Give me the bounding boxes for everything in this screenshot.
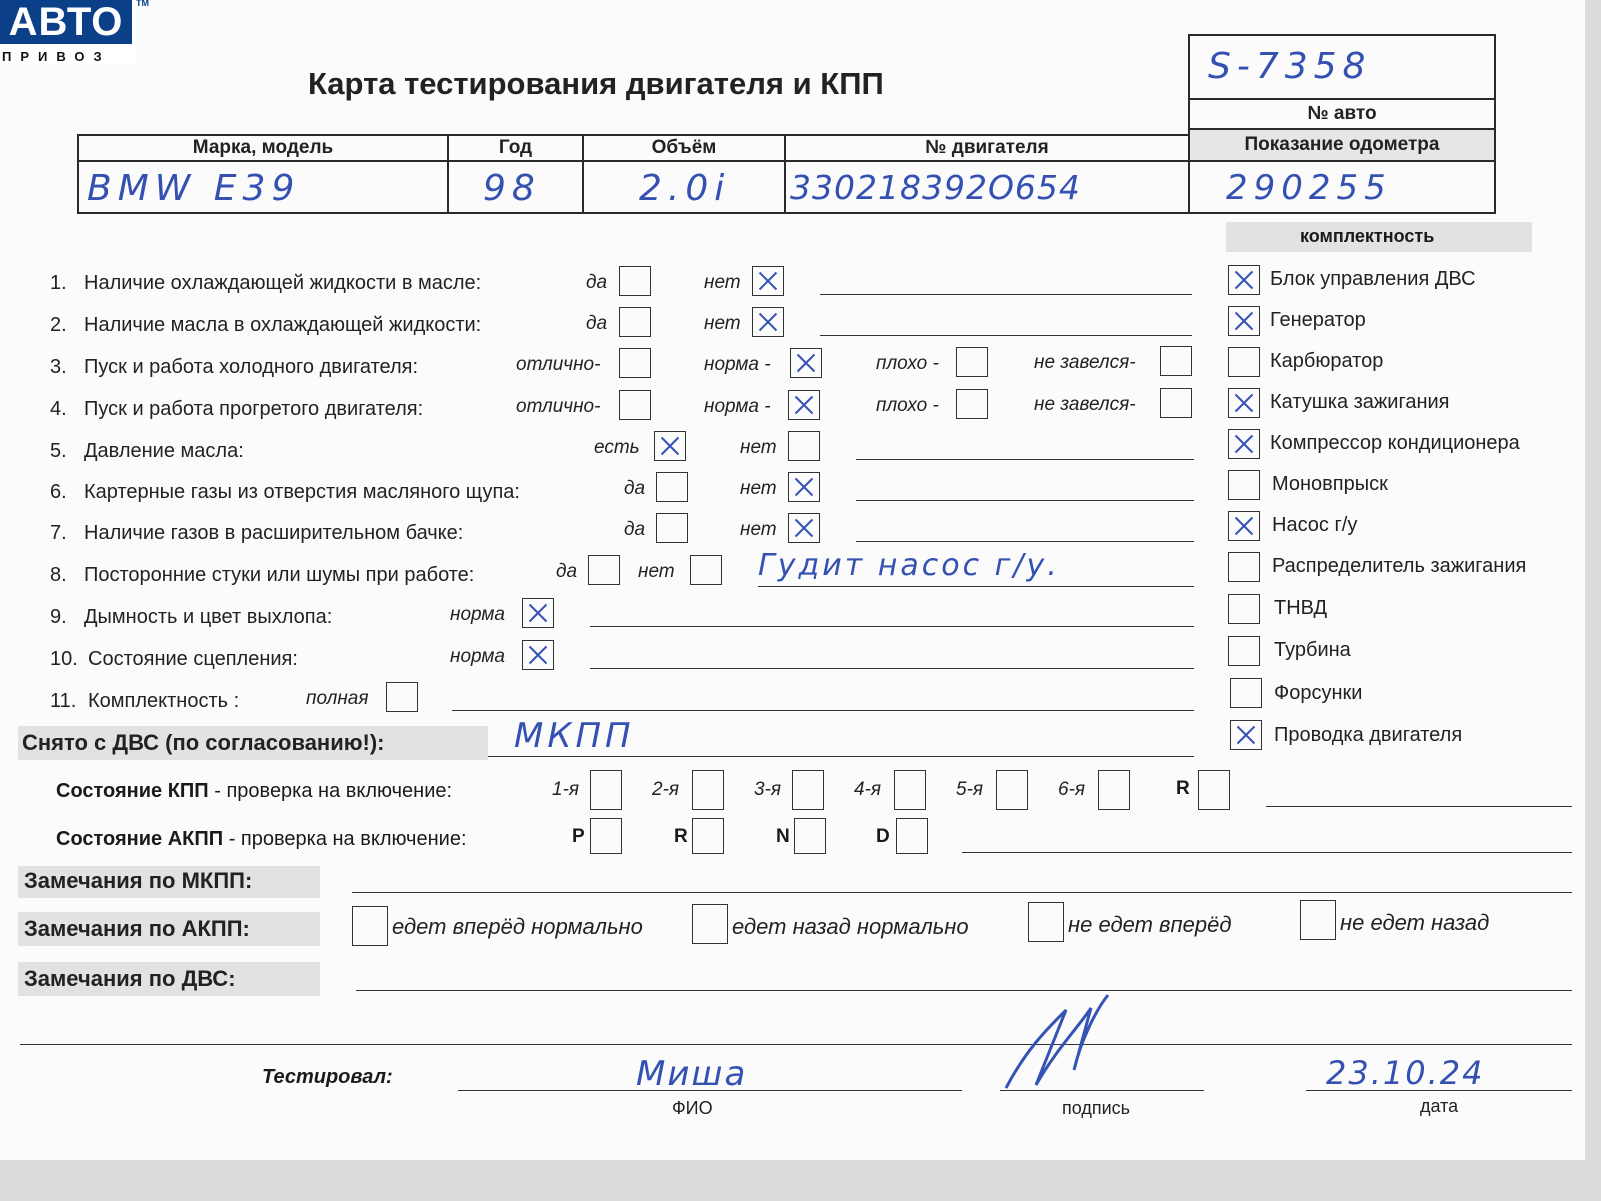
akpp-state-label-bold: Состояние АКПП	[56, 828, 224, 850]
q8-number: 8.	[50, 564, 67, 586]
q3-checkbox-excellent[interactable]	[619, 348, 651, 378]
value-engine-no: 330218392O654	[790, 168, 1081, 207]
remarks-mkpp-line	[352, 892, 1572, 893]
value-cell-engine-no	[784, 160, 1190, 214]
tester-name-caption: ФИО	[672, 1098, 713, 1118]
q5-label: Давление масла:	[84, 440, 244, 462]
akpp-note-line	[962, 852, 1572, 853]
q1-opt-yes: да	[586, 272, 608, 293]
q2-opt-no: нет	[704, 313, 741, 334]
q1-opt-no: нет	[704, 272, 741, 293]
value-cell-model	[77, 160, 449, 214]
logo-sub-text: ПРИВОЗ	[2, 49, 111, 64]
mkpp-checkbox-gear-1[interactable]	[590, 770, 622, 810]
checkbox-ignition-coil[interactable]	[1228, 388, 1260, 418]
header-cell-year	[447, 134, 584, 162]
q4-checkbox-normal[interactable]	[788, 390, 820, 420]
q6-opt-yes: да	[624, 478, 646, 499]
q7-opt-yes: да	[624, 519, 646, 540]
mkpp-state-label-bold: Состояние КПП	[56, 780, 209, 802]
q9-opt-normal: норма	[450, 604, 505, 625]
completeness-label-distributor: Распределитель зажигания	[1272, 555, 1527, 577]
header-label-odometer: Показание одометра	[1244, 134, 1440, 155]
removed-line	[488, 756, 1194, 757]
tested-by-label: Тестировал:	[262, 1066, 393, 1088]
mkpp-checkbox-gear-5[interactable]	[996, 770, 1028, 810]
q10-label: Состояние сцепления:	[88, 648, 298, 670]
q4-checkbox-excellent[interactable]	[619, 390, 651, 420]
completeness-label-injectors: Форсунки	[1274, 682, 1363, 704]
mkpp-state-label	[56, 780, 452, 803]
akpp-remark-checkbox-no-forward[interactable]	[1028, 902, 1064, 942]
mkpp-gear-5: 5-я	[956, 779, 984, 800]
q7-label: Наличие газов в расширительном бачке:	[84, 522, 464, 544]
q9-number: 9.	[50, 606, 67, 628]
akpp-checkbox-gear-r[interactable]	[692, 818, 724, 854]
q10-number: 10.	[50, 648, 78, 670]
mkpp-checkbox-gear-4[interactable]	[894, 770, 926, 810]
header-label-model: Марка, модель	[192, 137, 334, 158]
checkbox-power-steering-pump[interactable]	[1228, 511, 1260, 541]
akpp-gear-n: N	[776, 826, 790, 847]
q10-opt-normal: норма	[450, 646, 505, 667]
q3-opt-normal: норма -	[704, 354, 771, 375]
q7-opt-no: нет	[740, 519, 777, 540]
q4-label: Пуск и работа прогретого двигателя:	[84, 398, 424, 420]
akpp-gear-r: R	[674, 826, 688, 847]
header-cell-engine-no	[784, 134, 1190, 162]
completeness-label-ac-compressor: Компрессор кондиционера	[1270, 432, 1520, 454]
q3-number: 3.	[50, 356, 67, 378]
q7-number: 7.	[50, 522, 67, 544]
remarks-akpp-label: Замечания по АКПП:	[24, 916, 250, 941]
akpp-checkbox-gear-n[interactable]	[794, 818, 826, 854]
checkbox-injection-pump[interactable]	[1228, 594, 1260, 624]
q3-opt-excellent: отлично-	[516, 354, 601, 375]
header-label-year: Год	[498, 137, 533, 158]
completeness-label-power-steering-pump: Насос г/у	[1272, 514, 1358, 536]
value-cell-odometer	[1188, 160, 1496, 214]
checkbox-engine-wiring[interactable]	[1230, 720, 1262, 750]
q3-checkbox-no-start[interactable]	[1160, 346, 1192, 376]
value-model: BMW E39	[87, 168, 301, 209]
mkpp-checkbox-gear-reverse[interactable]	[1198, 770, 1230, 810]
q7-note-line	[856, 541, 1194, 542]
q8-opt-no: нет	[638, 561, 675, 582]
q8-checkbox-no[interactable]	[690, 555, 722, 585]
akpp-remark-checkbox-backward-ok[interactable]	[692, 904, 728, 944]
q9-label: Дымность и цвет выхлопа:	[84, 606, 333, 628]
q5-checkbox-present[interactable]	[654, 431, 686, 461]
q6-checkbox-yes[interactable]	[656, 472, 688, 502]
auto-number-value: S-7358	[1208, 46, 1372, 87]
checkbox-injectors[interactable]	[1230, 678, 1262, 708]
completeness-label-engine-wiring: Проводка двигателя	[1274, 724, 1463, 746]
logo-main-text: АВТО	[0, 0, 132, 44]
remarks-dvs-line-1	[356, 990, 1572, 991]
auto-number-box	[1188, 34, 1496, 100]
mkpp-gear-4: 4-я	[854, 779, 882, 800]
q5-note-line	[856, 459, 1194, 460]
header-label-engine-no: № двигателя	[925, 137, 1049, 158]
mkpp-gear-2: 2-я	[652, 779, 680, 800]
completeness-label-carburetor: Карбюратор	[1270, 350, 1384, 372]
date-caption: дата	[1420, 1096, 1459, 1116]
auto-number-label-cell	[1188, 98, 1496, 130]
akpp-state-label	[56, 828, 467, 851]
signature-caption: подпись	[1062, 1098, 1131, 1118]
remarks-dvs-label: Замечания по ДВС:	[24, 966, 236, 991]
q11-number: 11.	[50, 690, 77, 712]
akpp-checkbox-gear-p[interactable]	[590, 818, 622, 854]
tester-name-line	[458, 1090, 962, 1091]
q4-checkbox-bad[interactable]	[956, 389, 988, 419]
header-cell-volume	[582, 134, 786, 162]
q1-checkbox-no[interactable]	[752, 266, 784, 296]
q7-checkbox-no[interactable]	[788, 513, 820, 543]
q3-opt-bad: плохо -	[876, 353, 939, 374]
q5-number: 5.	[50, 440, 67, 462]
akpp-remark-forward-ok: едет вперёд нормально	[392, 914, 643, 939]
completeness-title: комплектность	[1300, 226, 1435, 246]
value-volume: 2.0i	[639, 168, 731, 209]
q4-opt-normal: норма -	[704, 396, 771, 417]
q9-checkbox-normal[interactable]	[522, 598, 554, 628]
q11-opt-full: полная	[306, 688, 369, 709]
q6-opt-no: нет	[740, 478, 777, 499]
q3-checkbox-bad[interactable]	[956, 347, 988, 377]
mkpp-checkbox-gear-2[interactable]	[692, 770, 724, 810]
q1-label: Наличие охлаждающей жидкости в масле:	[84, 272, 482, 294]
removed-value: МКПП	[514, 716, 635, 756]
mkpp-gear-3: 3-я	[754, 779, 782, 800]
q2-checkbox-yes[interactable]	[619, 307, 651, 337]
remarks-dvs-line-2	[20, 1044, 1572, 1045]
akpp-remark-backward-ok: едет назад нормально	[732, 914, 969, 939]
q7-checkbox-yes[interactable]	[656, 513, 688, 543]
akpp-remark-no-forward: не едет вперёд	[1068, 912, 1232, 937]
mkpp-checkbox-gear-6[interactable]	[1098, 770, 1130, 810]
mkpp-state-label-rest: - проверка на включение:	[208, 780, 453, 802]
auto-number-label: № авто	[1307, 103, 1377, 124]
completeness-label-ignition-coil: Катушка зажигания	[1270, 391, 1450, 413]
q3-label: Пуск и работа холодного двигателя:	[84, 356, 419, 378]
q2-checkbox-no[interactable]	[752, 307, 784, 337]
q4-checkbox-no-start[interactable]	[1160, 388, 1192, 418]
date-line	[1306, 1090, 1572, 1091]
akpp-remark-checkbox-forward-ok[interactable]	[352, 906, 388, 946]
q9-note-line	[590, 626, 1194, 627]
value-cell-year	[447, 160, 584, 214]
q5-opt-absent: нет	[740, 437, 777, 458]
mkpp-gear-6: 6-я	[1058, 779, 1086, 800]
mkpp-gear-reverse: R	[1176, 778, 1190, 799]
q8-note-handwritten: Гудит насос г/у.	[758, 548, 1060, 583]
checkbox-turbine[interactable]	[1228, 636, 1260, 666]
q8-note-line	[758, 586, 1194, 587]
completeness-label-generator: Генератор	[1270, 309, 1366, 331]
mkpp-gear-1: 1-я	[552, 779, 580, 800]
q1-number: 1.	[50, 272, 67, 294]
akpp-remark-checkbox-no-backward[interactable]	[1300, 900, 1336, 940]
q1-checkbox-yes[interactable]	[619, 266, 651, 296]
akpp-gear-p: P	[572, 826, 585, 847]
signature-line	[1000, 1090, 1204, 1091]
q10-checkbox-normal[interactable]	[522, 640, 554, 670]
q4-opt-bad: плохо -	[876, 395, 939, 416]
q8-opt-yes: да	[556, 561, 578, 582]
completeness-label-injection-pump: ТНВД	[1274, 597, 1328, 619]
checkbox-ecu[interactable]	[1228, 265, 1260, 295]
header-cell-odometer	[1188, 128, 1496, 162]
value-cell-volume	[582, 160, 786, 214]
q4-opt-no-start: не завелся-	[1034, 394, 1136, 415]
q11-checkbox-full[interactable]	[386, 682, 418, 712]
completeness-label-mono-injection: Моновпрыск	[1272, 473, 1388, 495]
akpp-remark-no-backward: не едет назад	[1340, 910, 1490, 935]
logo-tm: TM	[136, 0, 149, 8]
page-title: Карта тестирования двигателя и КПП	[308, 66, 884, 101]
value-odometer: 290255	[1226, 168, 1392, 208]
date-value: 23.10.24	[1326, 1054, 1485, 1092]
q1-note-line	[820, 294, 1192, 295]
checkbox-generator[interactable]	[1228, 306, 1260, 336]
completeness-label-ecu: Блок управления ДВС	[1270, 268, 1476, 290]
q2-opt-yes: да	[586, 313, 608, 334]
completeness-label-turbine: Турбина	[1274, 639, 1351, 661]
checkbox-distributor[interactable]	[1228, 552, 1260, 582]
q8-checkbox-yes[interactable]	[588, 555, 620, 585]
q5-checkbox-absent[interactable]	[788, 431, 820, 461]
q11-label: Комплектность :	[88, 690, 240, 712]
q5-opt-present: есть	[594, 437, 640, 458]
checkbox-mono-injection[interactable]	[1228, 470, 1260, 500]
q6-checkbox-no[interactable]	[788, 472, 820, 502]
checkbox-ac-compressor[interactable]	[1228, 429, 1260, 459]
value-year: 98	[483, 168, 541, 209]
q3-opt-no-start: не завелся-	[1034, 352, 1136, 373]
q10-note-line	[590, 668, 1194, 669]
q2-label: Наличие масла в охлаждающей жидкости:	[84, 314, 482, 336]
tester-name-value: Миша	[636, 1054, 748, 1094]
q11-note-line	[452, 710, 1194, 711]
akpp-checkbox-gear-d[interactable]	[896, 818, 928, 854]
mkpp-note-line	[1266, 806, 1572, 807]
remarks-mkpp-label: Замечания по МКПП:	[24, 868, 253, 893]
signature-drawing	[996, 990, 1116, 1100]
q6-label: Картерные газы из отверстия масляного щупа:	[84, 481, 520, 503]
q6-note-line	[856, 500, 1194, 501]
q2-note-line	[820, 335, 1192, 336]
header-label-volume: Объём	[651, 137, 717, 158]
q4-number: 4.	[50, 398, 67, 420]
q6-number: 6.	[50, 481, 67, 503]
checkbox-carburetor[interactable]	[1228, 347, 1260, 377]
q3-checkbox-normal[interactable]	[790, 348, 822, 378]
q2-number: 2.	[50, 314, 67, 336]
removed-label: Снято с ДВС (по согласованию!):	[22, 730, 385, 755]
akpp-state-label-rest: - проверка на включение:	[223, 828, 467, 850]
q8-label: Посторонние стуки или шумы при работе:	[84, 564, 475, 586]
q4-opt-excellent: отлично-	[516, 396, 601, 417]
akpp-gear-d: D	[876, 826, 890, 847]
header-cell-model	[77, 134, 449, 162]
avtoprivoz-logo	[0, 0, 149, 64]
mkpp-checkbox-gear-3[interactable]	[792, 770, 824, 810]
